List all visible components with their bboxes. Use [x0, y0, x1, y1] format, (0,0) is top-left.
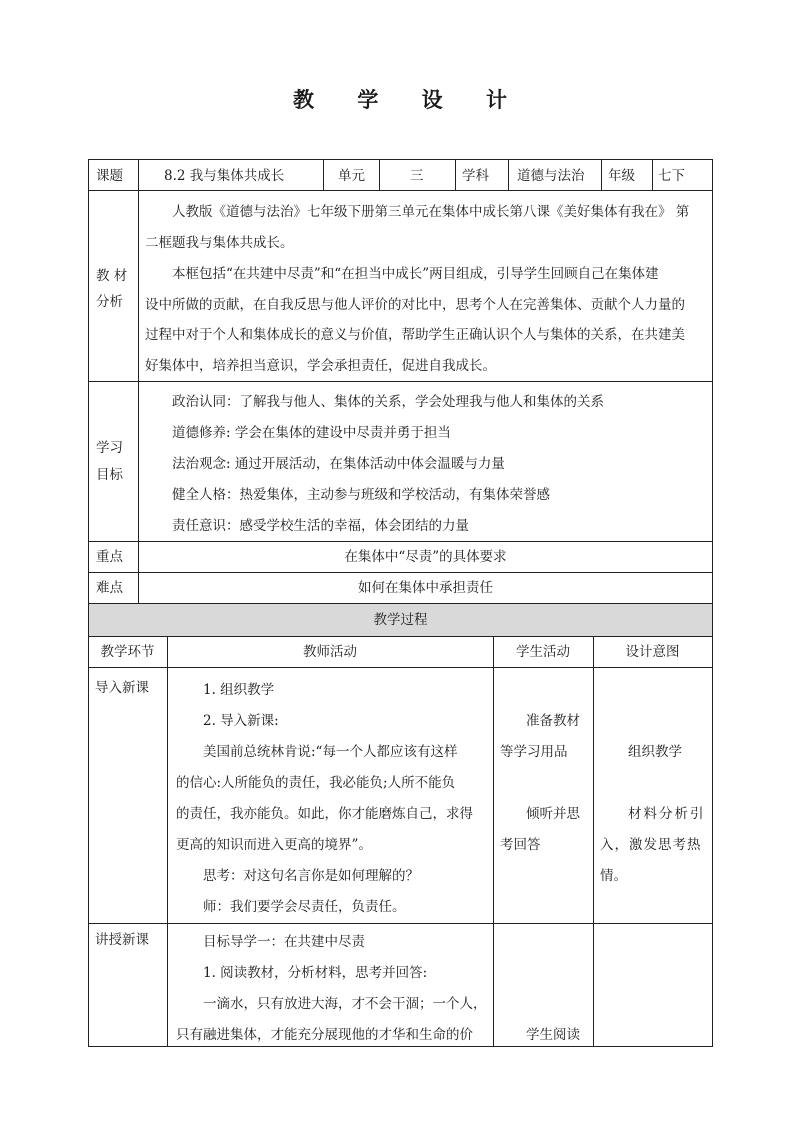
student-line: 等学习用品 [500, 744, 568, 760]
intent-line: 组织教学 [628, 744, 682, 760]
stage-intro: 导入新课 [95, 680, 149, 696]
grid-hline [88, 541, 713, 542]
grade-label: 年级 [608, 168, 635, 184]
unit-label: 单元 [338, 168, 365, 184]
learning-goals-label-1: 学习 [96, 440, 123, 456]
paragraph-line: 过程中对于个人和集体成长的意义与价值，帮助学生正确认识个人与集体的关系，在共建美 [145, 327, 685, 343]
teacher-line: 1. 组织教学 [203, 682, 275, 698]
key-point-value: 在集体中“尽责”的具体要求 [344, 549, 507, 565]
stage-lecture: 讲授新课 [95, 932, 149, 948]
grid-vline [712, 159, 713, 1047]
grid-vline [323, 159, 324, 191]
grid-hline [88, 381, 713, 382]
student-line: 学生阅读 [526, 1027, 580, 1043]
paragraph-line: 人教版《道德与法治》七年级下册第三单元在集体中成长第八课《美好集体有我在》 第 [172, 204, 690, 220]
goal-item: 健全人格：热爱集体，主动参与班级和学校活动，有集体荣誉感 [172, 487, 550, 503]
grid-vline [167, 636, 168, 1047]
student-line: 考回答 [500, 837, 541, 853]
grid-vline [88, 159, 89, 1047]
goal-item: 责任意识：感受学校生活的幸福，体会团结的力量 [172, 518, 469, 534]
difficulty-value: 如何在集体中承担责任 [358, 580, 493, 596]
grid-vline [455, 159, 456, 191]
grid-hline [88, 1046, 713, 1047]
grid-vline [508, 159, 509, 191]
teacher-line: 只有融进集体，才能充分展现他的才华和生命的价 [176, 1027, 473, 1043]
teacher-line: 目标导学一：在共建中尽责 [203, 934, 365, 950]
topic-label: 课题 [96, 168, 123, 184]
column-header-intent: 设计意图 [625, 644, 680, 660]
grid-hline [88, 159, 713, 160]
material-analysis-label-2: 分析 [96, 294, 123, 310]
paragraph-line: 二框题我与集体共成长。 [145, 235, 294, 251]
teacher-line: 一滴水，只有放进大海，才不会干涸；一个人， [203, 996, 487, 1012]
process-heading: 教学过程 [373, 612, 428, 628]
subject-value: 道德与法治 [517, 168, 585, 184]
unit-value: 三 [410, 168, 424, 184]
learning-goals-label-2: 目标 [96, 467, 123, 483]
goal-item: 道德修养: 学会在集体的建设中尽责并勇于担当 [172, 425, 451, 441]
column-header-student: 学生活动 [516, 644, 570, 660]
grid-vline [593, 636, 594, 1047]
teacher-line: 的责任，我亦能负。如此，你才能磨炼自己，求得 [176, 806, 473, 822]
intent-line: 入，激发思考热 [600, 837, 702, 853]
page-title: 教 学 设 计 [293, 88, 525, 112]
grid-vline [379, 159, 380, 191]
goal-item: 政治认同：了解我与他人、集体的关系，学会处理我与他人和集体的关系 [172, 394, 604, 410]
column-header-stage: 教学环节 [100, 644, 155, 660]
grid-vline [138, 159, 139, 191]
grid-hline [88, 190, 713, 191]
intent-line: 材料分析引 [628, 806, 706, 822]
teacher-line: 的信心:人所能负的责任，我必能负;人所不能负 [176, 775, 456, 791]
subject-label: 学科 [462, 168, 489, 184]
teacher-line: 美国前总统林肯说:“每一个人都应该有这样 [203, 744, 458, 760]
grid-hline [88, 603, 713, 604]
teacher-line: 更高的知识而进入更高的境界”。 [176, 837, 372, 853]
grid-hline [88, 572, 713, 573]
grid-hline [88, 923, 713, 924]
grid-vline [652, 159, 653, 191]
topic-value: 8.2 我与集体共成长 [164, 168, 285, 184]
column-header-teacher: 教师活动 [303, 644, 357, 660]
key-point-label: 重点 [96, 549, 123, 565]
teacher-line: 师：我们要学会尽责任，负责任。 [203, 899, 406, 915]
teacher-line: 1. 阅读教材，分析材料，思考并回答: [203, 965, 428, 981]
paragraph-line: 本框包括“在共建中尽责”和“在担当中成长”两目组成，引导学生回顾自己在集体建 [172, 266, 659, 282]
grid-vline [138, 190, 139, 604]
grid-hline [88, 667, 713, 668]
grid-vline [601, 159, 602, 191]
teacher-line: 2. 导入新课: [203, 713, 279, 729]
paragraph-line: 设中所做的贡献，在自我反思与他人评价的对比中，思考个人在完善集体、贡献个人力量的 [145, 297, 685, 313]
goal-item: 法治观念: 通过开展活动，在集体活动中体会温暖与力量 [172, 456, 505, 472]
material-analysis-label-1: 教 材 [96, 268, 128, 284]
grid-vline [493, 636, 494, 1047]
difficulty-label: 难点 [96, 580, 123, 596]
grid-hline [88, 636, 713, 637]
paragraph-line: 好集体中，培养担当意识，学会承担责任，促进自我成长。 [145, 358, 496, 374]
student-line: 准备教材 [526, 713, 580, 729]
teacher-line: 思考：对这句名言你是如何理解的？ [203, 868, 419, 884]
intent-line: 情。 [600, 868, 627, 884]
student-line: 倾听并思 [526, 806, 580, 822]
grade-value: 七下 [658, 168, 685, 184]
